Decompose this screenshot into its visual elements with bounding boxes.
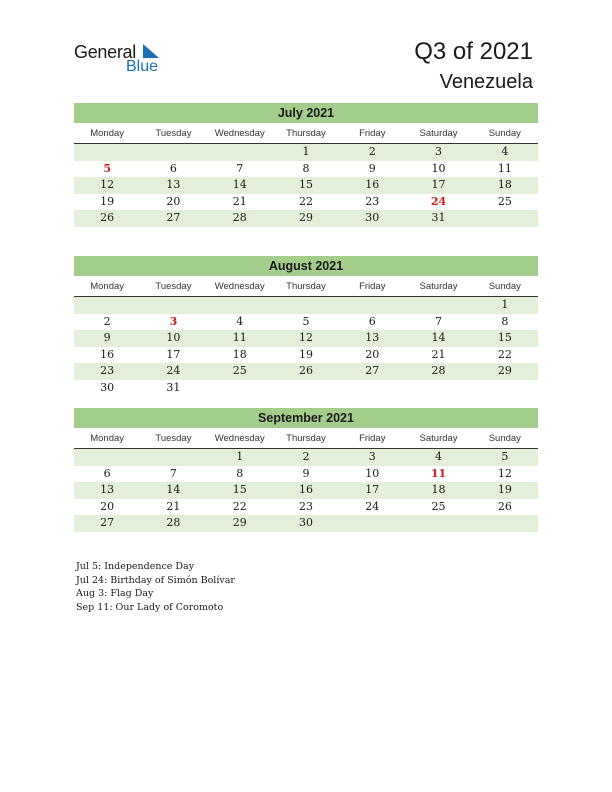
date-cell: 22 [232,499,247,513]
month-calendar [74,256,538,397]
week-row [74,210,538,227]
weekday-label: Saturday [419,281,458,292]
month-header: July 2021 [74,103,538,123]
week-row [74,380,538,397]
date-cell [140,297,206,314]
holiday-note: Sep 11: Our Lady of Coromoto [76,601,224,613]
date-cell: 25 [431,499,446,513]
date-cell: 16 [365,178,380,192]
holiday-note: Aug 3: Flag Day [76,588,154,599]
holiday-date-cell: 24 [430,194,447,208]
date-cell: 28 [232,211,247,225]
date-cell: 1 [501,298,509,311]
date-cell [339,297,405,314]
date-cell [339,380,405,397]
date-cell [140,449,206,466]
date-cell: 19 [298,347,313,361]
date-cell: 24 [166,364,181,378]
date-cell: 21 [166,499,181,513]
weekday-label: Saturday [419,128,458,139]
date-cell: 18 [497,178,512,192]
date-cell: 16 [298,483,313,497]
week-row [74,314,538,331]
date-cell: 22 [497,347,512,361]
week-row [74,161,538,178]
weekday-label: Sunday [488,433,521,444]
weekday-label: Thursday [286,433,326,444]
weekday-label: Friday [359,128,386,139]
date-cell: 10 [431,161,446,175]
date-cell: 7 [435,314,443,328]
month-header: September 2021 [74,408,538,428]
date-cell: 6 [169,161,177,175]
holiday-notes [76,560,235,614]
weekday-label: Wednesday [214,433,265,444]
date-cell: 4 [501,145,509,158]
date-cell: 21 [431,347,446,361]
brand-logo [74,42,184,78]
week-row [74,482,538,499]
month-calendar [74,408,538,532]
date-cell: 29 [232,516,247,530]
weekday-label: Wednesday [214,281,265,292]
weekday-label: Monday [90,281,125,292]
date-cell: 23 [365,194,380,208]
date-cell: 22 [298,194,313,208]
date-cell: 18 [232,347,247,361]
date-cell: 7 [236,161,244,175]
date-cell: 15 [298,178,313,192]
date-cell: 26 [298,364,313,378]
date-cell: 15 [232,483,247,497]
weekday-header-row [74,432,538,449]
date-cell [273,297,339,314]
weekday-header-row [74,280,538,297]
date-cell: 20 [166,194,181,208]
week-row [74,363,538,380]
date-cell: 7 [169,466,177,480]
date-cell: 5 [302,314,310,328]
date-cell: 30 [298,516,313,530]
date-cell: 13 [100,483,115,497]
page-title: Q3 of 2021 [414,38,533,65]
date-cell: 6 [368,314,376,328]
date-cell: 28 [166,516,181,530]
date-cell: 9 [302,466,310,480]
holiday-note: Jul 5: Independence Day [76,561,195,572]
week-row [74,194,538,211]
date-cell: 10 [365,466,380,480]
date-cell: 20 [365,347,380,361]
date-cell: 15 [497,331,512,345]
date-cell [405,297,471,314]
weekday-label: Thursday [286,281,326,292]
date-cell: 17 [431,178,446,192]
weekday-label: Monday [90,433,125,444]
date-cell: 27 [100,516,115,530]
date-cell: 6 [103,466,111,480]
week-row [74,347,538,364]
date-cell: 1 [302,145,310,158]
date-cell: 20 [100,499,115,513]
month-calendar [74,103,538,227]
week-row [74,515,538,532]
date-cell: 29 [497,364,512,378]
date-cell: 27 [166,211,181,225]
date-cell: 8 [236,466,244,480]
date-cell: 28 [431,364,446,378]
logo-general-text: General [74,42,136,62]
date-cell: 17 [166,347,181,361]
date-cell: 8 [501,314,509,328]
date-cell: 23 [100,364,115,378]
weekday-label: Tuesday [155,128,192,139]
date-cell: 16 [100,347,115,361]
date-cell [273,380,339,397]
week-row [74,177,538,194]
weekday-label: Thursday [286,128,326,139]
date-cell [405,515,471,532]
date-cell [74,297,140,314]
date-cell [74,144,140,161]
date-cell: 3 [435,145,443,158]
week-row [74,144,538,161]
date-cell: 12 [100,178,115,192]
date-cell: 14 [232,178,247,192]
logo-blue-text: Blue [126,58,159,75]
holiday-date-cell: 5 [103,161,111,175]
date-cell: 30 [365,211,380,225]
date-cell: 12 [497,466,512,480]
date-cell: 25 [497,194,512,208]
weekday-label: Sunday [488,128,521,139]
date-cell: 26 [497,499,512,513]
week-row [74,499,538,516]
date-cell: 13 [166,178,181,192]
month-header: August 2021 [74,256,538,276]
date-cell: 11 [497,161,512,175]
date-cell: 17 [365,483,380,497]
date-cell: 2 [103,314,111,328]
date-cell: 5 [501,450,509,463]
date-cell: 2 [368,145,376,158]
date-cell: 10 [166,331,181,345]
date-cell: 14 [431,331,446,345]
holiday-note: Jul 24: Birthday of Simón Bolívar [76,574,235,586]
date-cell: 19 [100,194,115,208]
weekday-label: Tuesday [155,433,192,444]
holiday-date-cell: 3 [169,314,178,328]
date-cell [140,144,206,161]
date-cell: 31 [166,380,181,394]
weekday-label: Friday [359,433,386,444]
date-cell [472,515,538,532]
date-cell: 11 [232,331,247,345]
date-cell: 1 [236,450,244,463]
weekday-label: Wednesday [214,128,265,139]
date-cell: 29 [298,211,313,225]
date-cell: 19 [497,483,512,497]
date-cell: 30 [100,380,115,394]
country-title: Venezuela [439,71,533,93]
date-cell: 25 [232,364,247,378]
date-cell: 27 [365,364,380,378]
date-cell: 13 [365,331,380,345]
date-cell: 3 [368,450,376,463]
week-row [74,330,538,347]
date-cell [207,297,273,314]
date-cell: 24 [365,499,380,513]
date-cell [472,380,538,397]
date-cell [207,380,273,397]
date-cell: 9 [368,161,376,175]
date-cell: 26 [100,211,115,225]
date-cell: 9 [103,331,111,345]
date-cell: 18 [431,483,446,497]
date-cell [207,144,273,161]
week-row [74,297,538,314]
date-cell [405,380,471,397]
week-row [74,466,538,483]
date-cell: 31 [431,211,446,225]
weekday-label: Sunday [488,281,521,292]
date-cell [472,210,538,227]
week-row [74,449,538,466]
date-cell [339,515,405,532]
date-cell: 8 [302,161,310,175]
weekday-label: Monday [90,128,125,139]
weekday-header-row [74,127,538,144]
date-cell: 12 [298,331,313,345]
date-cell: 4 [435,450,443,463]
weekday-label: Friday [359,281,386,292]
date-cell: 4 [236,314,244,328]
date-cell: 21 [232,194,247,208]
weekday-label: Saturday [419,433,458,444]
date-cell: 23 [298,499,313,513]
date-cell: 14 [166,483,181,497]
date-cell [74,449,140,466]
holiday-date-cell: 11 [430,466,447,480]
weekday-label: Tuesday [155,281,192,292]
date-cell: 2 [302,450,310,463]
